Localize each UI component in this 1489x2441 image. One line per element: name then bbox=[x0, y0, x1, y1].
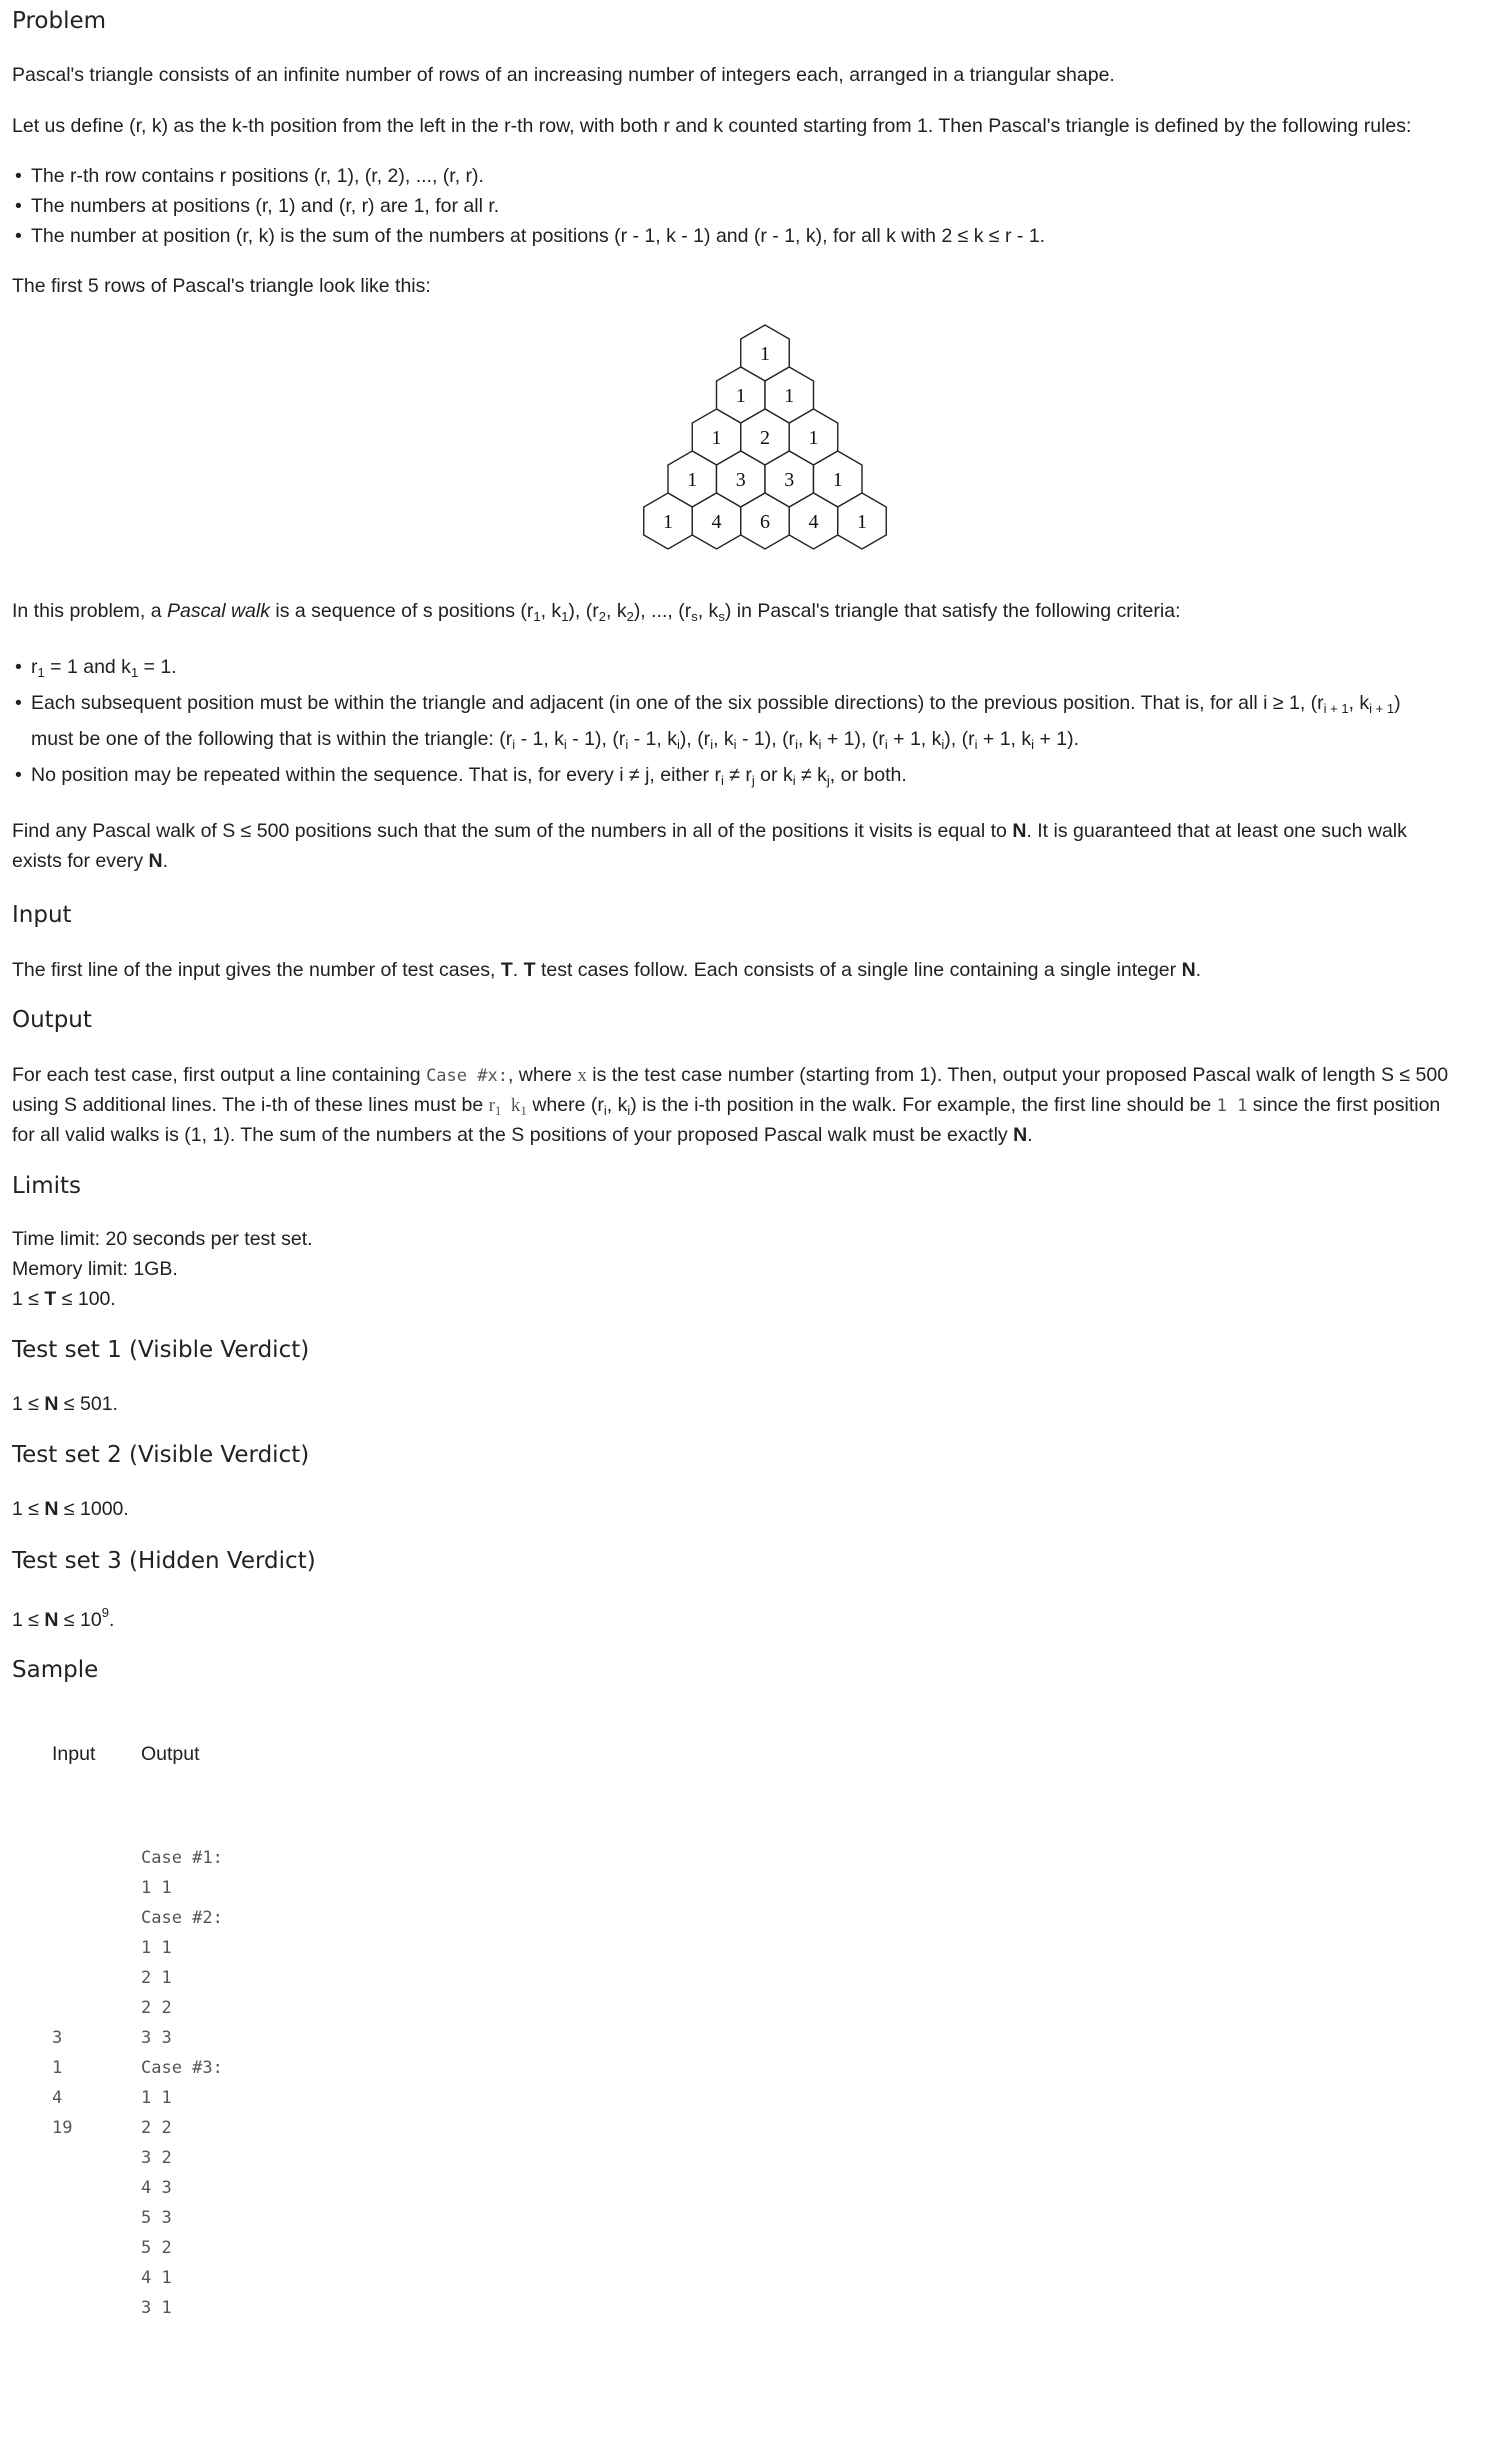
hex-cell-value: 1 bbox=[735, 385, 746, 407]
hex-cell-value: 4 bbox=[711, 511, 722, 533]
hex-cell-value: 1 bbox=[808, 427, 819, 449]
limit-t: 1 ≤ T ≤ 100. bbox=[12, 1288, 116, 1310]
criterion-2-cont: must be one of the following that is within the triangle: ($r_i - 1$, $k_i - 1$), ($r_i - 1$, $k_i$), ($r_i$, $k_i - 1$), ($r_i$, $k_i + 1$), ($r_i + 1$, $k_i$), ($r_i + 1$, $k_i + 1$). bbox=[31, 728, 1080, 752]
paragraph-first-rows: The first 5 rows of Pascal's triangle look like this: bbox=[12, 275, 431, 297]
heading-sample: Sample bbox=[12, 1657, 99, 1683]
limit-time: Time limit: 20 seconds per test set. bbox=[12, 1228, 313, 1250]
criterion-2: • Each subsequent position must be within the triangle and adjacent (in one of the six possible directions) to the previous position. That is, for all i ≥ 1, ($r_{i + 1}$, $k_{i + 1}$) bbox=[15, 692, 1401, 716]
criterion-3: • No position may be repeated within the sequence. That is, for every i ≠ j, either $r_i \ne r_j$ or $k_i \ne k_j$, or both. bbox=[15, 764, 907, 788]
sample-input-label: Input bbox=[52, 1743, 96, 1765]
rule-3: • The number at position (r, k) is the sum of the numbers at positions (r - 1, k - 1) and (r - 1, k), for all k with 2 ≤ k ≤ r - 1. bbox=[15, 225, 1046, 247]
sample-output: Case #1: 1 1 Case #2: 1 1 2 1 2 2 3 3 Case #3: 1 1 2 2 3 2 4 3 5 3 5 2 4 1 3 1 bbox=[141, 1848, 223, 2318]
paragraph-task: Find any Pascal walk of S ≤ 500 positions such that the sum of the numbers in all of the positions it visits is equal to N. It is guaranteed that at least one such walk bbox=[12, 820, 1407, 842]
heading-test-set-1: Test set 1 (Visible Verdict) bbox=[12, 1337, 310, 1363]
test-set-1-constraint: 1 ≤ N ≤ 501. bbox=[12, 1393, 118, 1415]
test-set-2-constraint: 1 ≤ N ≤ 1000. bbox=[12, 1498, 129, 1520]
paragraph-intro: Pascal's triangle consists of an infinite number of rows of an increasing number of integers each, arranged in a triangular shape. bbox=[12, 64, 1115, 86]
limit-memory: Memory limit: 1GB. bbox=[12, 1258, 178, 1280]
hex-cell-value: 6 bbox=[760, 511, 770, 533]
sample-input: 3 1 4 19 bbox=[52, 2028, 73, 2138]
hex-cell-value: 1 bbox=[687, 469, 698, 491]
test-set-3-constraint: $1 \le N \le 10^9$. bbox=[12, 1605, 115, 1631]
hex-cell-value: 1 bbox=[784, 385, 795, 407]
paragraph-output-1: For each test case, first output a line containing Case #x:, where x is the test case number (starting from 1). Then, output your proposed Pascal walk of length S ≤ 500 bbox=[12, 1064, 1449, 1086]
paragraph-output-2: using S additional lines. The i-th of these lines must be $r_1$ $k_1$ where ($r_i$, $k_i$) is the i-th position in the walk. For example, the first line should be 1 1 since the first position bbox=[12, 1094, 1441, 1118]
hex-cell-value: 1 bbox=[711, 427, 722, 449]
paragraph-walk-intro: In this problem, a Pascal walk is a sequence of s positions ($r_1$, $k_1$), ($r_2$, $k_2$), ..., ($r_s$, $k_s$) in Pascal's triangle that satisfy the following criteria: bbox=[12, 600, 1181, 624]
pascal-triangle-diagram bbox=[634, 322, 896, 558]
hex-cell-value: 3 bbox=[735, 469, 746, 491]
criterion-1: • $r_1 = 1$ and $k_1 = 1$. bbox=[15, 656, 177, 680]
hex-cell-value: 1 bbox=[663, 511, 673, 533]
hex-cell-value: 4 bbox=[808, 511, 819, 533]
hex-cell-value: 3 bbox=[784, 469, 795, 491]
sample-output-label: Output bbox=[141, 1743, 200, 1765]
heading-test-set-3: Test set 3 (Hidden Verdict) bbox=[12, 1548, 316, 1574]
hex-cell-value: 1 bbox=[760, 343, 770, 365]
heading-problem: Problem bbox=[12, 8, 107, 34]
rule-2: • The numbers at positions (r, 1) and (r, r) are 1, for all r. bbox=[15, 195, 500, 217]
hex-cell-value: 1 bbox=[832, 469, 843, 491]
paragraph-definition: Let us define (r, k) as the k-th position from the left in the r-th row, with both r and k counted starting from 1. Then Pascal's triangle is defined by the following rules: bbox=[12, 115, 1412, 137]
rule-1: • The r-th row contains r positions (r, 1), (r, 2), ..., (r, r). bbox=[15, 165, 484, 187]
hex-cell-value: 1 bbox=[857, 511, 867, 533]
heading-input: Input bbox=[12, 902, 72, 928]
heading-test-set-2: Test set 2 (Visible Verdict) bbox=[12, 1442, 310, 1468]
problem-statement bbox=[12, 0, 1489, 2441]
paragraph-task-cont: exists for every N. bbox=[12, 850, 169, 872]
heading-limits: Limits bbox=[12, 1173, 81, 1199]
paragraph-input: The first line of the input gives the number of test cases, T. T test cases follow. Each consists of a single line containing a single integer N. bbox=[12, 959, 1202, 981]
hex-cell-value: 2 bbox=[760, 427, 770, 449]
paragraph-output-3: for all valid walks is (1, 1). The sum of the numbers at the S positions of your proposed Pascal walk must be exactly N. bbox=[12, 1124, 1033, 1146]
heading-output: Output bbox=[12, 1007, 92, 1033]
